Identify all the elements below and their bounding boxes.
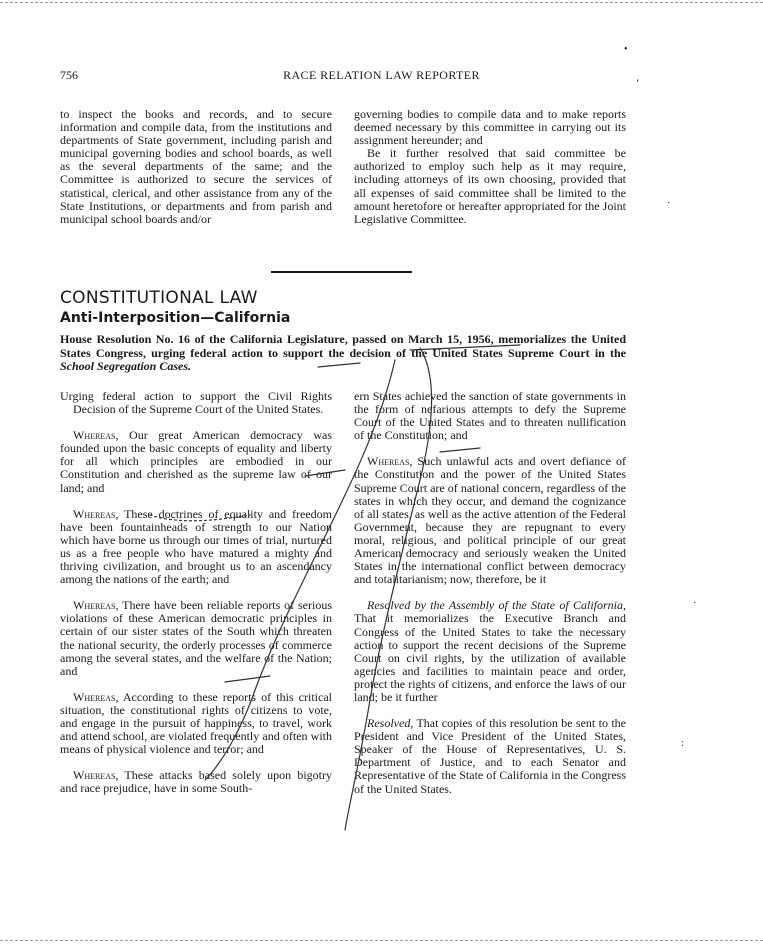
resolved-label: Resolved, xyxy=(367,716,414,731)
whereas-label: Whereas, xyxy=(367,454,413,469)
headnote-text: House Resolution No. 16 of the California Legislature, passed on March 15, 1956, memorializes the United States Congress, urging federal action to support the decision of the United States Supreme Court in the xyxy=(60,332,626,360)
resolved-label: Resolved by the Assembly of the State of California, xyxy=(367,598,626,613)
continued-clause: ern States achieved the sanction of state governments in the form of nefarious attempts to defy the Supreme Court of the United States and to threaten nullification of the Constitution; and xyxy=(354,389,626,443)
whereas-text: Such unlawful acts and overt defiance of the Constitution and the power of the United States Supreme Court are of national concern, regardless of the states in which they occur, and demand the cognizance of all states, as well as the active attention of the Federal Government, because they are repugnant to every moral, religious, and political principle of our great American democracy and seriously weaken the United States in the international conflict between democracy and totalitarianism; now, therefore, be it xyxy=(354,454,626,587)
whereas-label: Whereas, xyxy=(73,428,119,443)
resolution-intro: Urging federal action to support the Civil Rights Decision of the Supreme Court of the United States. xyxy=(60,389,332,417)
whereas-clause-3 xyxy=(60,599,332,678)
whereas-clause-1 xyxy=(60,429,332,494)
previous-article-right-column xyxy=(354,108,626,226)
scan-edge-bottom xyxy=(0,940,763,941)
whereas-text: These attacks based solely upon bigotry and race prejudice, have in some South- xyxy=(60,768,332,796)
scan-speck: ʻ xyxy=(636,78,640,89)
whereas-clause-5 xyxy=(60,769,332,795)
resolved-clause-1 xyxy=(354,599,626,704)
running-header: RACE RELATION LAW REPORTER xyxy=(283,68,480,82)
scan-speck: : xyxy=(681,738,684,749)
whereas-label: Whereas, xyxy=(73,598,119,613)
headnote-summary xyxy=(60,333,626,374)
resolution-left-column xyxy=(60,390,332,795)
resolved-text: That copies of this resolution be sent to the President and Vice President of the United States, Speaker of the House of Representatives, U. S. Department of Justice, and to each Senator and Representative of the State of California in the Congress of the United States. xyxy=(354,716,626,796)
previous-article-text: to inspect the books and records, and to secure information and compile data, from the institutions and departments of State government, including parish and municipal governing bodies and school boards, as well as the several departments of the same; and the Committee is authorized to secure the services of statistical, clerical, and other assistance from any of the State Institutions, or departments and from parish and municipal school boards and/or xyxy=(60,107,332,226)
scan-speck: · xyxy=(667,198,671,209)
whereas-clause-6 xyxy=(354,455,626,586)
scan-speck: · xyxy=(693,598,697,609)
scan-speck: • xyxy=(624,44,628,55)
page-number: 756 xyxy=(60,68,78,82)
whereas-label: Whereas, xyxy=(73,506,119,521)
whereas-text: According to these reports of this critical situation, the constitutional rights of citizens to vote, and engage in the pursuit of happiness, to travel, work and attend school, are violated frequently and often with means of physical violence and terror; and xyxy=(60,689,332,757)
whereas-text: These doctrines of equality and freedom have been fountainheads of strength to our Nation which have borne us through our times of trial, nurtured us as a free people who have matured a mighty and thriving civilization, and brought us to an ascendancy among the nations of the earth; and xyxy=(60,506,332,587)
whereas-label: Whereas, xyxy=(73,689,119,704)
whereas-text: There have been reliable reports of serious violations of these American democratic principles in certain of our sister states of the South which threaten the national security, the orderly processes of commerce among the several states, and the welfare of the Nation; and xyxy=(60,598,332,678)
whereas-label: Whereas, xyxy=(73,768,119,783)
whereas-clause-4 xyxy=(60,691,332,756)
section-title: CONSTITUTIONAL LAW xyxy=(60,288,258,308)
section-divider xyxy=(271,271,412,273)
previous-article-left-column xyxy=(60,108,332,226)
headnote-case-name: School Segregation Cases. xyxy=(60,359,192,373)
section-subtitle: Anti-Interposition—California xyxy=(60,310,291,326)
previous-article-resolution: Be it further resolved that said committee be authorized to employ such help as it may require, including attorneys of its own choosing, provided that all expenses of said committee shall be limited to the amount heretofore or hereafter appropriated for the Joint Legislative Committee. xyxy=(354,146,626,226)
scan-edge-top xyxy=(0,2,763,3)
resolution-right-column xyxy=(354,390,626,796)
previous-article-text: governing bodies to compile data and to make reports deemed necessary by this committee in carrying out its assignment hereunder; and xyxy=(354,107,626,148)
whereas-text: Our great American democracy was founded upon the basic concepts of equality and liberty for all which principles are embodied in our Constitution and cherished as the supreme law of our land; and xyxy=(60,428,332,495)
resolved-text: That it memorializes the Executive Branch and Congress of the United States to take the necessary action to support the recent decisions of the Supreme Court on civil rights, by the utilization of available agencies and facilities to maintain peace and order, protect the rights of citizens, and enforce the laws of our land; be it further xyxy=(354,611,626,704)
resolved-clause-2 xyxy=(354,717,626,796)
whereas-clause-2 xyxy=(60,508,332,587)
